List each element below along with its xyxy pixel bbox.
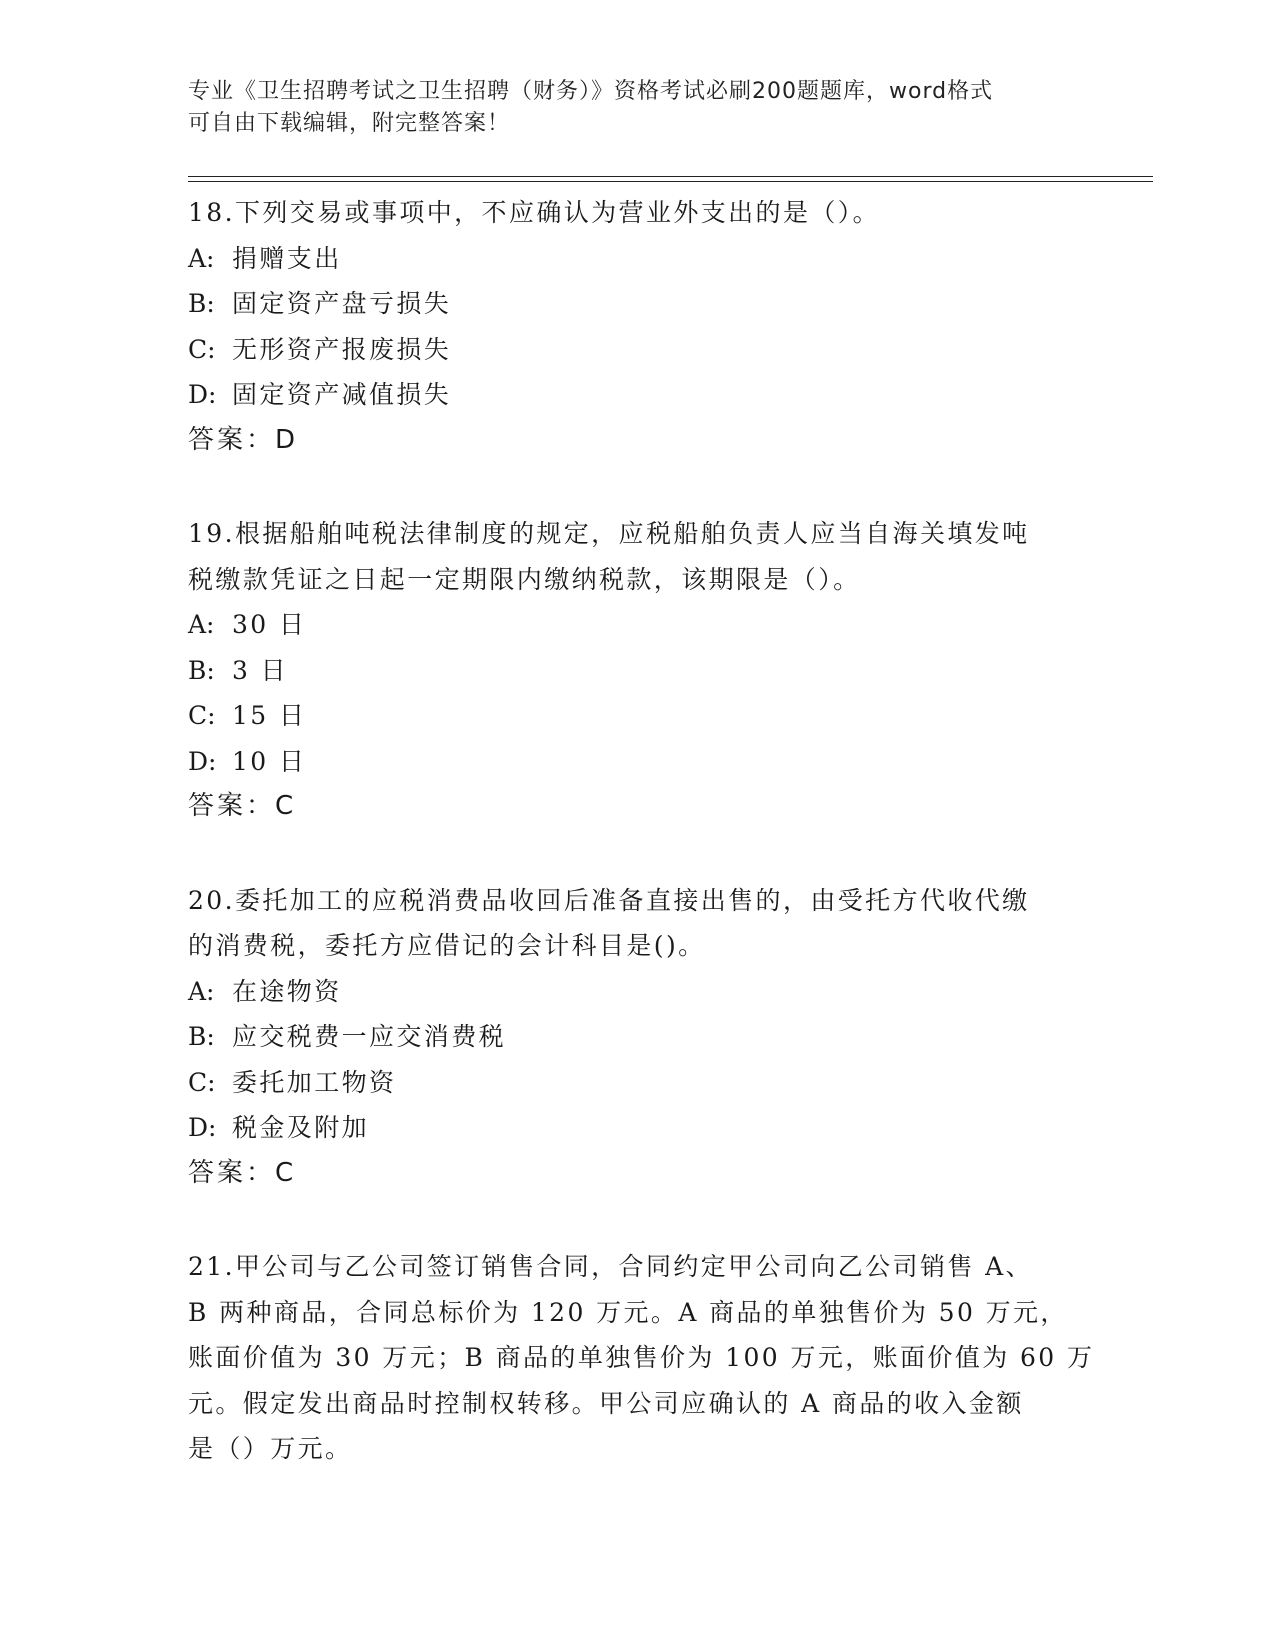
answer-value: D <box>275 424 297 455</box>
option-text: 10 日 <box>232 746 307 776</box>
stem-line: 元。假定发出商品时控制权转移。甲公司应确认的 A 商品的收入金额 <box>188 1388 1024 1418</box>
option-label: B: <box>188 289 215 318</box>
option-text: 捐赠支出 <box>232 243 342 273</box>
question-list <box>188 190 1095 1520</box>
option-text: 无形资产报废损失 <box>232 334 452 364</box>
option-d <box>188 739 1088 785</box>
option-text: 固定资产减值损失 <box>232 380 452 409</box>
option-text: 应交税费一应交消费税 <box>232 1022 507 1051</box>
option-label: D: <box>188 746 217 776</box>
option-a <box>188 969 1088 1015</box>
option-b <box>188 1014 1088 1060</box>
question-19 <box>188 511 1088 830</box>
option-text: 固定资产盘亏损失 <box>232 289 452 318</box>
option-a <box>188 602 1088 648</box>
header-line-2: 可自由下载编辑，附完整答案！ <box>188 111 511 136</box>
answer-label: 答案： <box>188 1157 276 1188</box>
option-label: A: <box>188 243 215 273</box>
option-c <box>188 327 1088 373</box>
option-text: 税金及附加 <box>232 1113 370 1142</box>
question-21 <box>188 1244 1095 1472</box>
option-c <box>188 1060 1088 1106</box>
option-text: 30 日 <box>232 610 307 639</box>
answer-line <box>188 1151 1088 1197</box>
option-label: B: <box>188 1022 215 1051</box>
header-divider-bottom <box>188 181 1153 182</box>
option-label: D: <box>188 1113 217 1142</box>
stem-line: 的消费税，委托方应借记的会计科目是()。 <box>188 931 706 960</box>
option-text: 15 日 <box>232 701 307 730</box>
option-d <box>188 372 1088 418</box>
header-line-1: 专业《卫生招聘考试之卫生招聘（财务）》资格考试必刷200题题库，word格式 <box>188 79 994 104</box>
option-a <box>188 236 1088 282</box>
option-text: 3 日 <box>232 655 289 685</box>
answer-label: 答案： <box>188 424 276 455</box>
option-b <box>188 648 1088 694</box>
option-text: 在途物资 <box>232 976 342 1006</box>
option-label: B: <box>188 655 215 685</box>
stem-line: 账面价值为 30 万元；B 商品的单独售价为 100 万元，账面价值为 60 万 <box>188 1343 1095 1372</box>
stem-line: 20.委托加工的应税消费品收回后准备直接出售的，由受托方代收代缴 <box>188 885 1030 915</box>
stem-line: 是（）万元。 <box>188 1434 353 1463</box>
question-stem <box>188 511 1088 602</box>
option-label: C: <box>188 334 216 364</box>
question-stem <box>188 190 1088 236</box>
option-label: C: <box>188 701 216 730</box>
option-c <box>188 693 1088 739</box>
stem-line: 税缴款凭证之日起一定期限内缴纳税款，该期限是（）。 <box>188 564 861 594</box>
answer-value: C <box>275 1157 295 1188</box>
header-divider-top <box>188 176 1153 177</box>
answer-value: C <box>275 791 295 821</box>
stem-line: 21.甲公司与乙公司签订销售合同，合同约定甲公司向乙公司销售 A、 <box>188 1252 1033 1281</box>
stem-line: B 两种商品，合同总标价为 120 万元。A 商品的单独售价为 50 万元， <box>188 1297 1068 1327</box>
option-b <box>188 281 1088 327</box>
question-18 <box>188 190 1088 463</box>
question-20 <box>188 878 1088 1197</box>
stem-line: 19.根据船舶吨税法律制度的规定，应税船舶负责人应当自海关填发吨 <box>188 519 1030 548</box>
option-label: D: <box>188 380 217 409</box>
answer-label: 答案： <box>188 791 276 821</box>
option-label: A: <box>188 610 215 639</box>
option-label: A: <box>188 976 215 1006</box>
document-header <box>188 76 1068 140</box>
option-text: 委托加工物资 <box>232 1067 397 1097</box>
option-label: C: <box>188 1067 216 1097</box>
question-stem <box>188 878 1088 969</box>
stem-line: 18.下列交易或事项中，不应确认为营业外支出的是（）。 <box>188 198 881 227</box>
answer-line <box>188 784 1088 830</box>
option-d <box>188 1105 1088 1151</box>
question-stem <box>188 1244 1095 1472</box>
answer-line <box>188 418 1088 464</box>
